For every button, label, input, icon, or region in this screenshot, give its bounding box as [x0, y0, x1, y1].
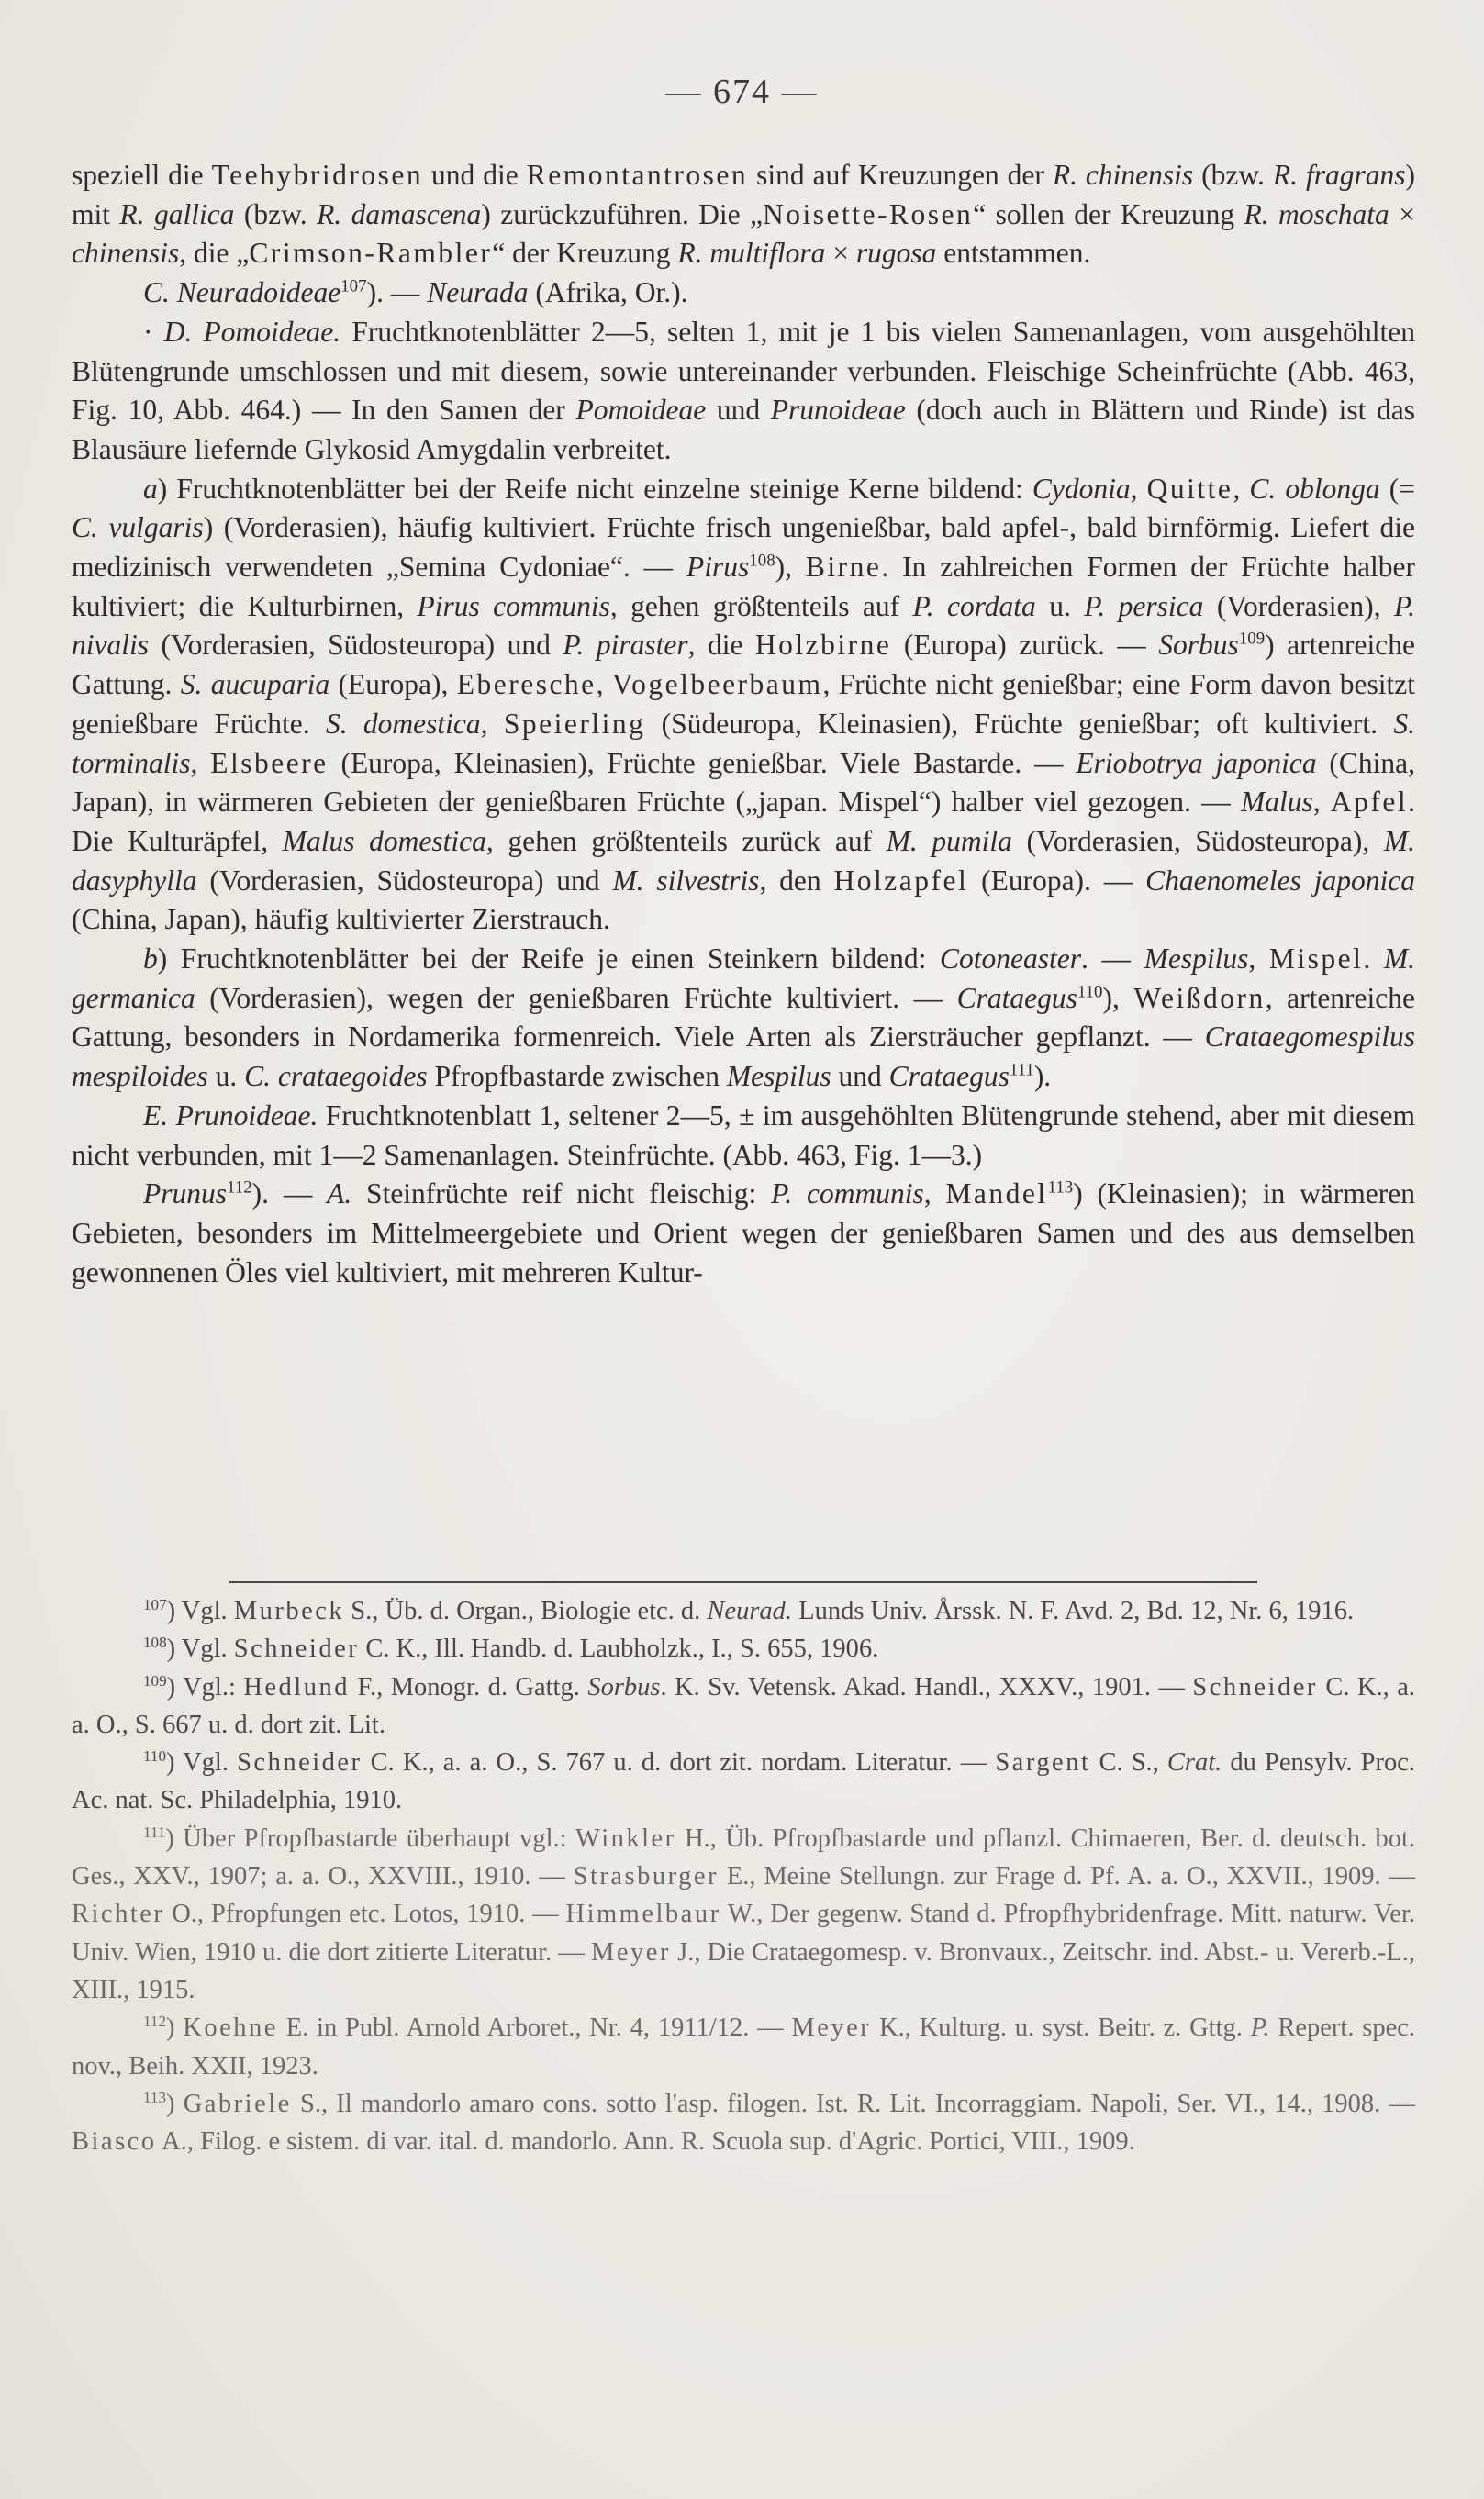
- paragraph-pomoideae-a: a) Fruchtknotenblätter bei der Reife nicht einzelne steinige Kerne bildend: Cydonia, Quitte, C. oblonga (= C. vulgaris) (Vorderasien), häufig kultiviert. Früchte frisch ungenießbar, bald apfel-, bald birnförmig. Liefert die medizinisch verwendeten „Semina Cydoniae“. — Pirus$^{108}$), Birne. In zahlreichen Formen der Früchte halber kultiviert; die Kulturbirnen, Pirus communis, gehen größtenteils auf P. cordata u. P. persica (Vorderasien), P. nivalis (Vorderasien, Südosteuropa) und P. piraster, die Holzbirne (Europa) zurück. — Sorbus$^{109}$) artenreiche Gattung. S. aucuparia (Europa), Eberesche, Vogelbeerbaum, Früchte nicht genießbar; eine Form davon besitzt genießbare Früchte. S. domestica, Speierling (Südeuropa, Kleinasien), Früchte genießbar; oft kultiviert. S. torminalis, Elsbeere (Europa, Kleinasien), Früchte genießbar. Viele Bastarde. — Eriobotrya japonica (China, Japan), in wärmeren Gebieten der genießbaren Früchte („japan. Mispel“) halber viel gezogen. — Malus, Apfel. Die Kulturäpfel, Malus domestica, gehen größtenteils zurück auf M. pumila (Vorderasien, Südosteuropa), M. dasyphylla (Vorderasien, Südosteuropa) und M. silvestris, den Holzapfel (Europa). — Chaenomeles japonica (China, Japan), häufig kultivierter Zierstrauch.: [72, 472, 1416, 936]
- paragraph-pomoideae-b: b) Fruchtknotenblätter bei der Reife je einen Steinkern bildend: Cotoneaster. — Mespilus, Mispel. M. germanica (Vorderasien), wegen der genießbaren Früchte kultiviert. — Crataegus$^{110}$), Weißdorn, artenreiche Gattung, besonders in Nordamerika formenreich. Viele Arten als Ziersträucher gepflanzt. — Crataegomespilus mespiloides u. C. crataegoides Pfropfbastarde zwischen Mespilus und Crataegus$^{111}$).: [72, 943, 1416, 1093]
- footnote-111: $^{111}$) Über Pfropfbastarde überhaupt vgl.: Winkler H., Üb. Pfropfbastarde und pflanzl. Chimaeren, Ber. d. deutsch. bot. Ges., XXV., 1907; a. a. O., XXVIII., 1910. — Strasburger E., Meine Stellungn. zur Frage d. Pf. A. a. O., XXVII., 1909. — Richter O., Pfropfungen etc. Lotos, 1910. — Himmelbaur W., Der gegenw. Stand d. Pfropfhybridenfrage. Mitt. naturw. Ver. Univ. Wien, 1910 u. die dort zitierte Literatur. — Meyer J., Die Crataegomesp. v. Bronvaux., Zeitschr. ind. Abst.- u. Vererb.-L., XIII., 1915.: [72, 1823, 1416, 2004]
- paragraph-rose-hybrids: speziell die Teehybridrosen und die Remontantrosen sind auf Kreuzungen der R. chinensis (bzw. R. fragrans) mit R. gallica (bzw. R. damascena) zurückzuführen. Die „Noisette-Rosen“ sollen der Kreuzung R. moschata × chinensis, die „Crimson-Rambler“ der Kreuzung R. multiflora × rugosa entstammen.: [72, 159, 1415, 270]
- page-number: — 674 —: [665, 73, 819, 111]
- footnote-110: $^{110}$) Vgl. Schneider C. K., a. a. O., S. 767 u. d. dort zit. nordam. Literatur. — Sargent C. S., Crat. du Pensylv. Proc. Ac. nat. Sc. Philadelphia, 1910.: [72, 1746, 1415, 1815]
- footnote-109: $^{109}$) Vgl.: Hedlund F., Monogr. d. Gattg. Sorbus. K. Sv. Vetensk. Akad. Handl., XXXV., 1901. — Schneider C. K., a. a. O., S. 667 u. d. dort zit. Lit.: [72, 1671, 1415, 1739]
- main-text: [72, 156, 1415, 1292]
- paragraph-neuradoideae: C. Neuradoideae$^{107}$). — Neurada (Afrika, Or.).: [143, 276, 688, 309]
- footnote-112: $^{112}$) Koehne E. in Publ. Arnold Arboret., Nr. 4, 1911/12. — Meyer K., Kulturg. u. syst. Beitr. z. Gttg. P. Repert. spec. nov., Beih. XXII, 1923.: [72, 2013, 1416, 2081]
- paragraph-pomoideae: · D. Pomoideae. Fruchtknotenblätter 2—5, selten 1, mit je 1 bis vielen Samenanlagen, vom ausgehöhlten Blütengrunde umschlossen und mit diesem, sowie untereinander verbunden. Fleischige Scheinfrüchte (Abb. 463, Fig. 10, Abb. 464.) — In den Samen der Pomoideae und Prunoideae (doch auch in Blättern und Rinde) ist das Blausäure liefernde Glykosid Amygdalin verbreitet.: [72, 315, 1416, 465]
- footnotes: [72, 1592, 1415, 2160]
- footnote-113: $^{113}$) Gabriele S., Il mandorlo amaro cons. sotto l'asp. filogen. Ist. R. Lit. Incorraggiam. Napoli, Ser. VI., 14., 1908. — Biasco A., Filog. e sistem. di var. ital. d. mandorlo. Ann. R. Scuola sup. d'Agric. Portici, VIII., 1909.: [72, 2088, 1415, 2157]
- footnote-108: $^{108}$) Vgl. Schneider C. K., Ill. Handb. d. Laubholzk., I., S. 655, 1906.: [143, 1634, 879, 1664]
- paragraph-prunus: Prunus$^{112}$). — A. Steinfrüchte reif nicht fleischig: P. communis, Mandel$^{113}$) (Kleinasien); in wärmeren Gebieten, besonders im Mittelmeergebiete und Orient wegen der genießbaren Samen und des aus demselben gewonnenen Öles viel kultiviert, mit mehreren Kultur-: [72, 1177, 1415, 1289]
- footnote-divider: [229, 1581, 1257, 1583]
- paragraph-prunoideae: E. Prunoideae. Fruchtknotenblatt 1, seltener 2—5, ± im ausgehöhlten Blütengrunde stehend, aber mit diesem nicht verbunden, mit 1—2 Samenanlagen. Steinfrüchte. (Abb. 463, Fig. 1—3.): [72, 1099, 1415, 1171]
- footnote-107: $^{107}$) Vgl. Murbeck S., Üb. d. Organ., Biologie etc. d. Neurad. Lunds Univ. Årssk. N. F. Avd. 2, Bd. 12, Nr. 6, 1916.: [143, 1595, 1355, 1625]
